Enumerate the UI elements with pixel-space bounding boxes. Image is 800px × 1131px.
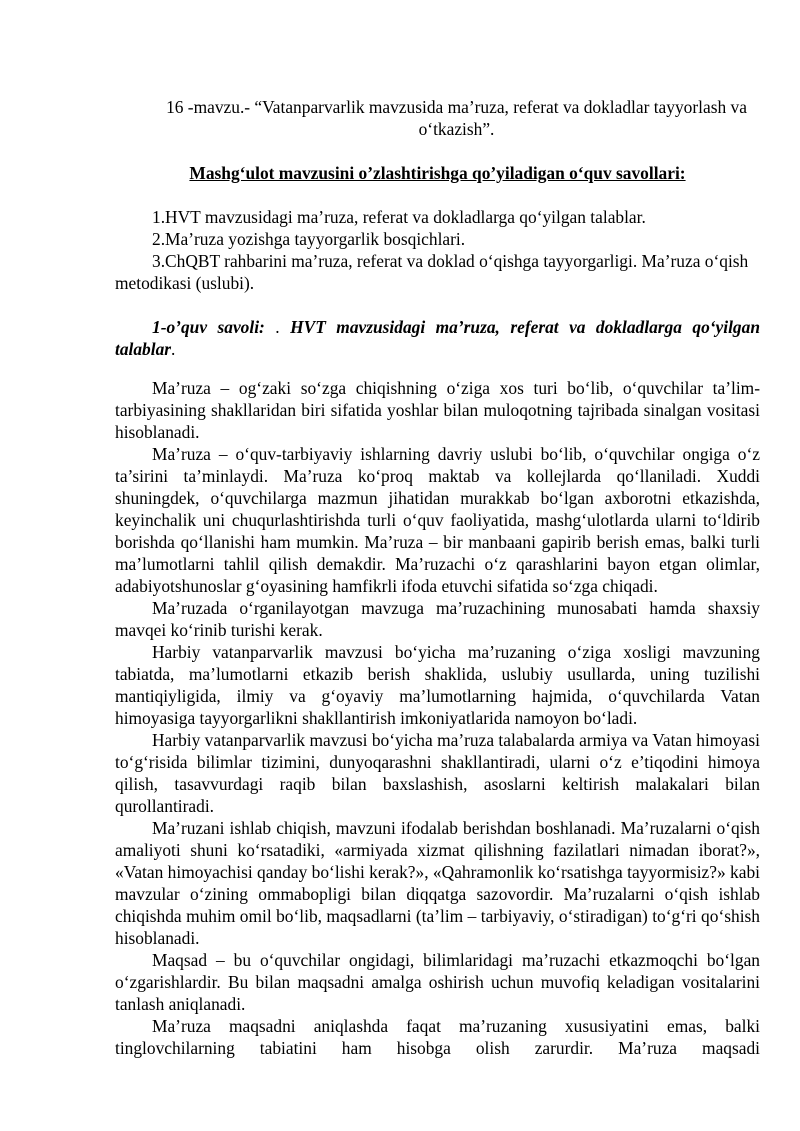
body-paragraph: Maqsad – bu o‘quvchilar ongidagi, bilimlaridagi ma’ruzachi etkazmoqchi bo‘lgan o‘zgarishlardir. Bu bilan maqsadni amalga oshirish uchun muvofiq keladigan vositalarini tanlash aniqlanadi.	[115, 950, 760, 1015]
question-item: 1.HVT mavzusidagi ma’ruza, referat va dokladlarga qo‘yilgan talablar.	[152, 207, 646, 227]
question-item: 2.Ma’ruza yozishga tayyorgarlik bosqichlari.	[152, 229, 466, 249]
section-end: .	[171, 339, 176, 359]
document-page	[115, 96, 760, 1059]
section-separator: .	[264, 317, 291, 337]
document-subtitle: Mashg‘ulot mavzusini o’zlashtirishga qo’yiladigan o‘quv savollari:	[189, 163, 686, 183]
document-title: 16 -mavzu.- “Vatanparvarlik mavzusida ma’ruza, referat va dokladlar tayyorlash va o‘tkazish”.	[166, 97, 747, 139]
body-paragraph: Harbiy vatanparvarlik mavzusi bo‘yicha ma’ruza talabalarda armiya va Vatan himoyasi to‘g‘risida bilimlar tizimini, dunyoqarashni shakllantiradi, ularni o‘z e’tiqodini himoya qilish, tasavvurdagi raqib bilan baxslashish, asoslarni keltirish malakalari bilan qurollantiradi.	[115, 730, 760, 817]
body-paragraph: Ma’ruza – o‘quv-tarbiyaviy ishlarning davriy uslubi bo‘lib, o‘quvchilar ongiga o‘z ta’sirini ta’minlaydi. Ma’ruza ko‘proq maktab va kollejlarda qo‘llaniladi. Xuddi shuningdek, o‘quvchilarga mazmun jihatidan murakkab bo‘lgan axborotni etkazishda, keyinchalik uni chuqurlashtirishda turli o‘quv faoliyatida, mashg‘ulotlarda ularni to‘ldirib borishda qo‘llanishi ham mumkin. Ma’ruza – bir manbaani gapirib berish emas, balki turli ma’lumotlarni tahlil qilish demakdir. Ma’ruzachi o‘z qarashlarini bayon etgan olimlar, adabiyotshunoslar g‘oyasining hamfikrli ifoda etuvchi sifatida so‘zga chiqadi.	[115, 444, 760, 597]
body-paragraph: Ma’ruzada o‘rganilayotgan mavzuga ma’ruzachining munosabati hamda shaxsiy mavqei ko‘rinib turishi kerak.	[115, 598, 760, 641]
body-paragraph: Ma’ruza maqsadni aniqlashda faqat ma’ruzaning xususiyatini emas, balki tinglovchilarning tabiatini ham hisobga olish zarurdir. Ma’ruza maqsadi	[115, 1016, 760, 1059]
section-heading	[115, 316, 760, 360]
body-paragraph: Ma’ruza – og‘zaki so‘zga chiqishning o‘ziga xos turi bo‘lib, o‘quvchilar ta’lim-tarbiyasining shakllaridan biri sifatida yoshlar bilan muloqotning tajribada sinalgan vositasi hisoblanadi.	[115, 378, 760, 443]
section-title: HVT mavzusidagi ma’ruza, referat va dokladlarga qo‘yilgan talablar	[115, 317, 760, 359]
body-paragraph: Ma’ruzani ishlab chiqish, mavzuni ifodalab berishdan boshlanadi. Ma’ruzalarni o‘qish amaliyoti shuni ko‘rsatadiki, «armiyada xizmat qilishning fazilatlari nimadan iborat?», «Vatan himoyachisi qanday bo‘lishi kerak?», «Qahramonlik ko‘rsatishga tayyormisiz?» kabi mavzular o‘zining ommabopligi bilan diqqatga sazovordir. Ma’ruzalarni o‘qish ishlab chiqishda muhim omil bo‘lib, maqsadlarni (ta’lim – tarbiyaviy, o‘stiradigan) to‘g‘ri qo‘shish hisoblanadi.	[115, 818, 760, 949]
section-label: 1-o’quv savoli:	[152, 317, 265, 337]
question-list	[115, 206, 760, 294]
question-item: 3.ChQBT rahbarini ma’ruza, referat va doklad o‘qishga tayyorgarligi. Ma’ruza o‘qish metodikasi (uslubi).	[115, 251, 749, 293]
body-paragraph: Harbiy vatanparvarlik mavzusi bo‘yicha ma’ruzaning o‘ziga xosligi mavzuning tabiatda, ma’lumotlarni etkazib berish shaklida, uslubiy usullarda, uning tuzilishi mantiqiyligida, ilmiy va g‘oyaviy ma’lumotlarning hajmida, o‘quvchilarda Vatan himoyasiga tayyorgarlikni shakllantirish imkoniyatlarida namoyon bo‘ladi.	[115, 642, 760, 729]
